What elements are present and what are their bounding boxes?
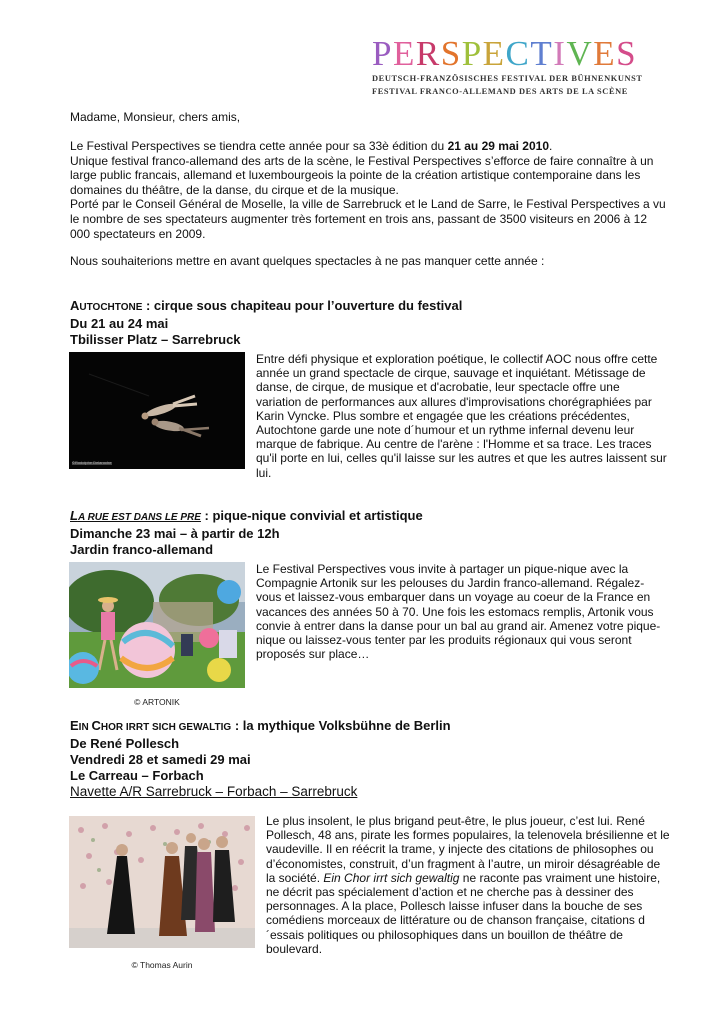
logo-letter: E (392, 34, 416, 73)
intro-paragraph-3: Porté par le Conseil Général de Moselle, la ville de Sarrebruck et le Land de Sarre, le Festival Perspectives a vu le nombre de ses spectateurs augmenter très fortement en trois ans, passant de 3500 visiteurs en 2006 à 12 000 spectateurs en 2009. (70, 197, 666, 241)
event-3-title-suffix: : la mythique Volksbühne de Berlin (231, 718, 451, 733)
event-1-title-smallcaps: UTOCHTONE (79, 302, 143, 313)
logo-letter: C (505, 34, 531, 73)
event-3-body-part-2: ne raconte pas vraiment une histoire, ne décrit pas spécialement d’action et ne cherche pas à dessiner des personnages. A la place, Pollesch laisse infuser dans la bouche de ses comédiens morceaux de littérature ou de chanson française, citations d´essais politiques ou philosophiques dans un bouillon de théâtre de boulevard. (266, 870, 661, 956)
stage-performers-image (69, 816, 255, 948)
autochtone-photo (69, 352, 245, 469)
event-3-title-smallcaps-2: HOR IRRT SICH GEWALTIG (100, 722, 232, 733)
intro-paragraph-2: Unique festival franco-allemand des arts de la scène, le Festival Perspectives s’efforce de faire connaître à un large public francais, allemand et luxembourgeois la pointe de la création artistique contemporaine dans les domaines du théâtre, de la danse, du cirque et de la musique. (70, 153, 654, 197)
picnic-balloons-image (69, 562, 245, 688)
acrobats-image (69, 352, 245, 469)
pollesch-photo (69, 816, 255, 948)
artonik-photo-caption: © ARTONIK (134, 697, 180, 707)
event-3-description (266, 814, 670, 956)
pollesch-photo-caption: © Thomas Aurin (131, 960, 193, 970)
event-2-title-suffix: : pique-nique convivial et artistique (200, 508, 423, 523)
event-3-title-initial-2: C (91, 718, 101, 733)
intro-paragraph-4: Nous souhaiterions mettre en avant quelques spectacles à ne pas manquer cette année : (70, 254, 545, 268)
letter-intro (70, 139, 670, 241)
event-3-description-text (266, 814, 670, 956)
event-1-description: Entre défi physique et exploration poétique, le collectif AOC nous offre cette année un grand spectacle de cirque, sauvage et inquiétant. Métissage de danse, de cirque, de musique et d'acrobatie, leur spectacle offre une variation de performances aux allures d'improvisations chorégraphiées par Karin Vyncke. Plus sombre et engagée que les créations précédentes, Autochtone garde une note d´humour et un rythme infernal devenu leur marque de fabrique. Au centre de l'arène : l'Homme et sa trace. Les traces qu'il porte en lui, celles qu'il laisse sur les autres et que les autres laissent sur lui. (256, 352, 667, 480)
event-3-dates: Vendredi 28 et samedi 29 mai (70, 752, 251, 767)
logo-letter: S (616, 34, 638, 73)
intro-period: . (549, 139, 553, 153)
autochtone-photo-credit: ©Rodolphe Delaroche (72, 460, 112, 465)
event-1-venue: Tbilisser Platz – Sarrebruck (70, 332, 241, 347)
logo-wordmark (372, 36, 682, 72)
festival-logo (372, 36, 682, 98)
event-2-heading (70, 508, 670, 558)
logo-letter: S (440, 34, 462, 73)
festival-dates: 21 au 29 mai 2010 (447, 139, 549, 153)
event-3-venue: Le Carreau – Forbach (70, 768, 204, 783)
event-2-description: Le Festival Perspectives vous invite à partager un pique-nique avec la Compagnie Artonik sur les pelouses du Jardin franco-allemand. Régalez-vous et laissez-vous embarquer dans un voyage au coeur de la France en vacances des années 50 à 70. Une fois les estomacs remplis, Artonik vous convie à entrer dans la danse pour un bal au grand air. Amenez votre pique-nique ou laissez-vous tenter par les produits régionaux qui vous seront proposés sur place… (256, 562, 661, 662)
intro-text: Le Festival Perspectives se tiendra cette année pour sa 33è édition du (70, 139, 448, 153)
event-3-title-smallcaps-1: IN (78, 722, 92, 733)
event-1-title-initial: A (70, 298, 80, 313)
logo-letter: P (372, 34, 393, 73)
intro-line-1 (70, 139, 670, 154)
event-3-title (70, 718, 670, 736)
event-2-venue: Jardin franco-allemand (70, 542, 214, 557)
logo-letter: V (566, 34, 594, 73)
shuttle-link[interactable]: Navette A/R Sarrebruck – Forbach – Sarrebruck (70, 784, 358, 799)
logo-subtitle-german: DEUTSCH-FRANZÖSISCHES FESTIVAL DER BÜHNENKUNST (372, 74, 643, 83)
logo-letter: T (530, 34, 554, 73)
event-1-title-suffix: : cirque sous chapiteau pour l’ouverture du festival (142, 298, 463, 313)
event-2-title (70, 508, 670, 526)
event-3-body-italic-title: Ein Chor irrt sich gewaltig (323, 870, 460, 885)
logo-letter: E (482, 34, 506, 73)
artonik-photo (69, 562, 245, 688)
event-2-title-smallcaps: A RUE EST DANS LE PRE (77, 512, 201, 523)
event-3-body-part-1: Le plus insolent, le plus brigand peut-être, le plus joueur, c’est lui. René Pollesch, 48 ans, pirate les formes populaires, la telenovela brésilienne et le vaudeville. Il en réécrit la trame, y injecte des citations de philosophes ou d’économistes, construit, d’un fragment à l’autre, un miroir désagréable de la société. (266, 814, 670, 885)
event-2-title-initial: L (70, 508, 78, 523)
letter-greeting: Madame, Monsieur, chers amis, (70, 110, 241, 124)
event-3-title-initial: E (70, 718, 79, 733)
event-2-title-underlined (70, 508, 201, 523)
logo-letter: P (461, 34, 483, 73)
logo-letter: I (553, 34, 567, 73)
event-2-dates: Dimanche 23 mai – à partir de 12h (70, 526, 280, 541)
logo-letter: E (593, 34, 617, 73)
event-1-title (70, 298, 670, 316)
event-3-heading (70, 718, 670, 800)
event-3-author: De René Pollesch (70, 736, 180, 751)
logo-letter: R (415, 34, 441, 73)
logo-subtitle-french: FESTIVAL FRANCO-ALLEMAND DES ARTS DE LA SCÈNE (372, 87, 628, 96)
event-1-dates: Du 21 au 24 mai (70, 316, 169, 331)
event-1-heading (70, 298, 670, 348)
